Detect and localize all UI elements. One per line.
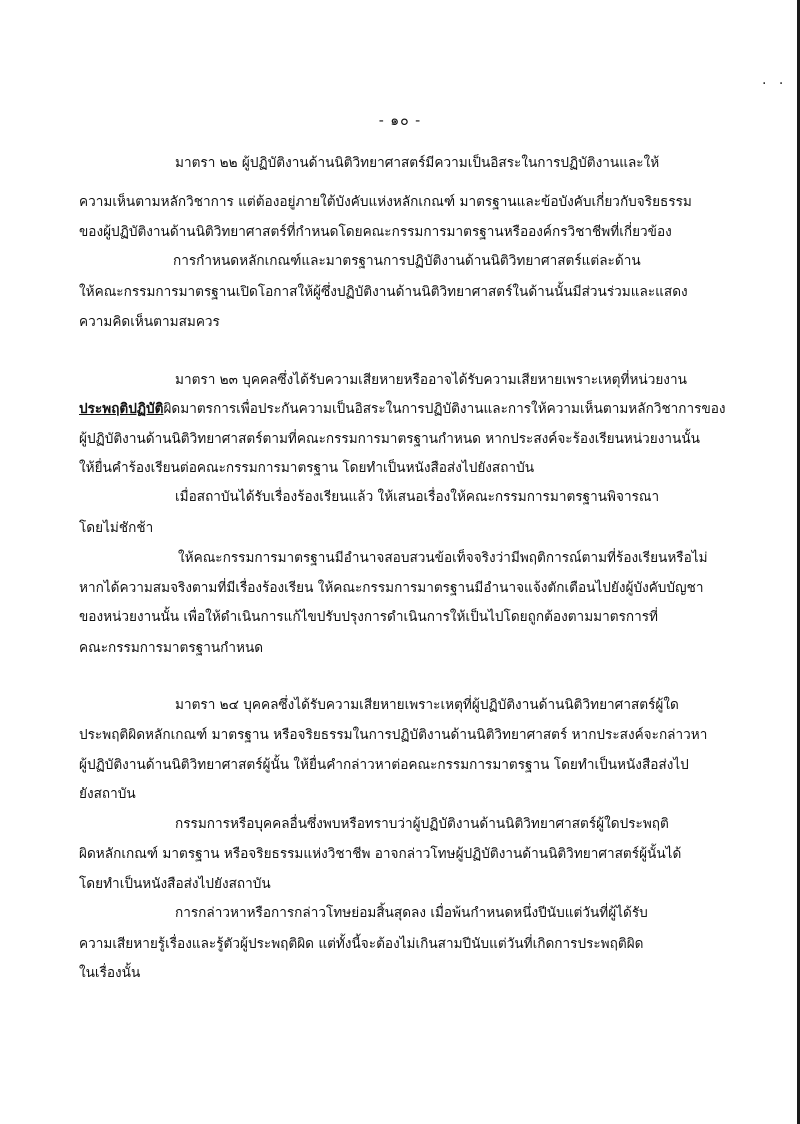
text-line: โดยไม่ชักช้า (79, 520, 154, 536)
text-line: การกำหนดหลักเกณฑ์และมาตรฐานการปฏิบัติงานด้านนิติวิทยาศาสตร์แต่ละด้าน (173, 253, 641, 269)
text-line: ผู้ปฏิบัติงานด้านนิติวิทยาศาสตร์ตามที่คณะกรรมการมาตรฐานกำหนด หากประสงค์จะร้องเรียนหน่วยงานนั้น (79, 431, 700, 447)
text-line: ของผู้ปฏิบัติงานด้านนิติวิทยาศาสตร์ที่กำหนดโดยคณะกรรมการมาตรฐานหรือองค์กรวิชาชีพที่เกี่ยวข้อง (79, 224, 672, 240)
text-line: คณะกรรมการมาตรฐานกำหนด (79, 640, 264, 656)
text-line: ให้คณะกรรมการมาตรฐานมีอำนาจสอบสวนข้อเท็จจริงว่ามีพฤติการณ์ตามที่ร้องเรียนหรือไม่ (178, 550, 708, 566)
text-line-rest: ผิดมาตรการเพื่อประกันความเป็นอิสระในการปฏิบัติงานและการให้ความเห็นตามหลักวิชาการของ (163, 401, 726, 417)
corner-mark: . . (762, 72, 788, 88)
text-line: ผิดหลักเกณฑ์ มาตรฐาน หรือจริยธรรมแห่งวิชาชีพ อาจกล่าวโทษผู้ปฏิบัติงานด้านนิติวิทยาศาสตร์ผู้นั้นได้ (79, 846, 682, 862)
text-line: ความเสียหายรู้เรื่องและรู้ตัวผู้ประพฤติผิด แต่ทั้งนี้จะต้องไม่เกินสามปีนับแต่วันที่เกิดการประพฤติผิด (79, 936, 644, 952)
text-line: โดยทำเป็นหนังสือส่งไปยังสถาบัน (79, 876, 271, 892)
text-line: ให้คณะกรรมการมาตรฐานเปิดโอกาสให้ผู้ซึ่งปฏิบัติงานด้านนิติวิทยาศาสตร์ในด้านนั้นมีส่วนร่วมและแสดง (79, 284, 688, 300)
text-line: เมื่อสถาบันได้รับเรื่องร้องเรียนแล้ว ให้เสนอเรื่องให้คณะกรรมการมาตรฐานพิจารณา (175, 489, 660, 505)
text-line: ในเรื่องนั้น (79, 965, 141, 981)
text-line: ประพฤติผิดหลักเกณฑ์ มาตรฐาน หรือจริยธรรมในการปฏิบัติงานด้านนิติวิทยาศาสตร์ หากประสงค์จะกล่าวหา (79, 727, 708, 743)
text-line: การกล่าวหาหรือการกล่าวโทษย่อมสิ้นสุดลง เมื่อพ้นกำหนดหนึ่งปีนับแต่วันที่ผู้ได้รับ (175, 905, 648, 921)
text-line: ยังสถาบัน (79, 786, 136, 802)
text-line: มาตรา ๒๔ บุคคลซึ่งได้รับความเสียหายเพราะเหตุที่ผู้ปฏิบัติงานด้านนิติวิทยาศาสตร์ผู้ใด (175, 697, 679, 713)
text-line: มาตรา ๒๒ ผู้ปฏิบัติงานด้านนิติวิทยาศาสตร์มีความเป็นอิสระในการปฏิบัติงานและให้ (175, 155, 660, 171)
text-line: ให้ยื่นคำร้องเรียนต่อคณะกรรมการมาตรฐาน โดยทำเป็นหนังสือส่งไปยังสถาบัน (79, 460, 535, 476)
text-line: ของหน่วยงานนั้น เพื่อให้ดำเนินการแก้ไขปรับปรุงการดำเนินการให้เป็นไปโดยถูกต้องตามมาตรการที่ (79, 609, 659, 625)
handwritten-correction: ประพฤติปฏิบัติ (79, 401, 164, 417)
text-line: มาตรา ๒๓ บุคคลซึ่งได้รับความเสียหายหรืออาจได้รับความเสียหายเพราะเหตุที่หน่วยงาน (175, 372, 687, 388)
text-line: กรรมการหรือบุคคลอื่นซึ่งพบหรือทราบว่าผู้ปฏิบัติงานด้านนิติวิทยาศาสตร์ผู้ใดประพฤติ (175, 816, 669, 832)
text-line (79, 399, 726, 419)
text-line: ความคิดเห็นตามสมควร (79, 314, 220, 330)
text-line: ความเห็นตามหลักวิชาการ แต่ต้องอยู่ภายใต้บังคับแห่งหลักเกณฑ์ มาตรฐานและข้อบังคับเกี่ยวกับจริยธรรม (79, 194, 692, 210)
text-line: ผู้ปฏิบัติงานด้านนิติวิทยาศาสตร์ผู้นั้น ให้ยื่นคำกล่าวหาต่อคณะกรรมการมาตรฐาน โดยทำเป็นหนังสือส่งไป (79, 757, 689, 773)
page-number: - ๑๐ - (378, 113, 422, 129)
text-line: หากได้ความสมจริงตามที่มีเรื่องร้องเรียน ให้คณะกรรมการมาตรฐานมีอำนาจแจ้งตักเตือนไปยังผู้บังคับบัญชา (79, 580, 704, 596)
